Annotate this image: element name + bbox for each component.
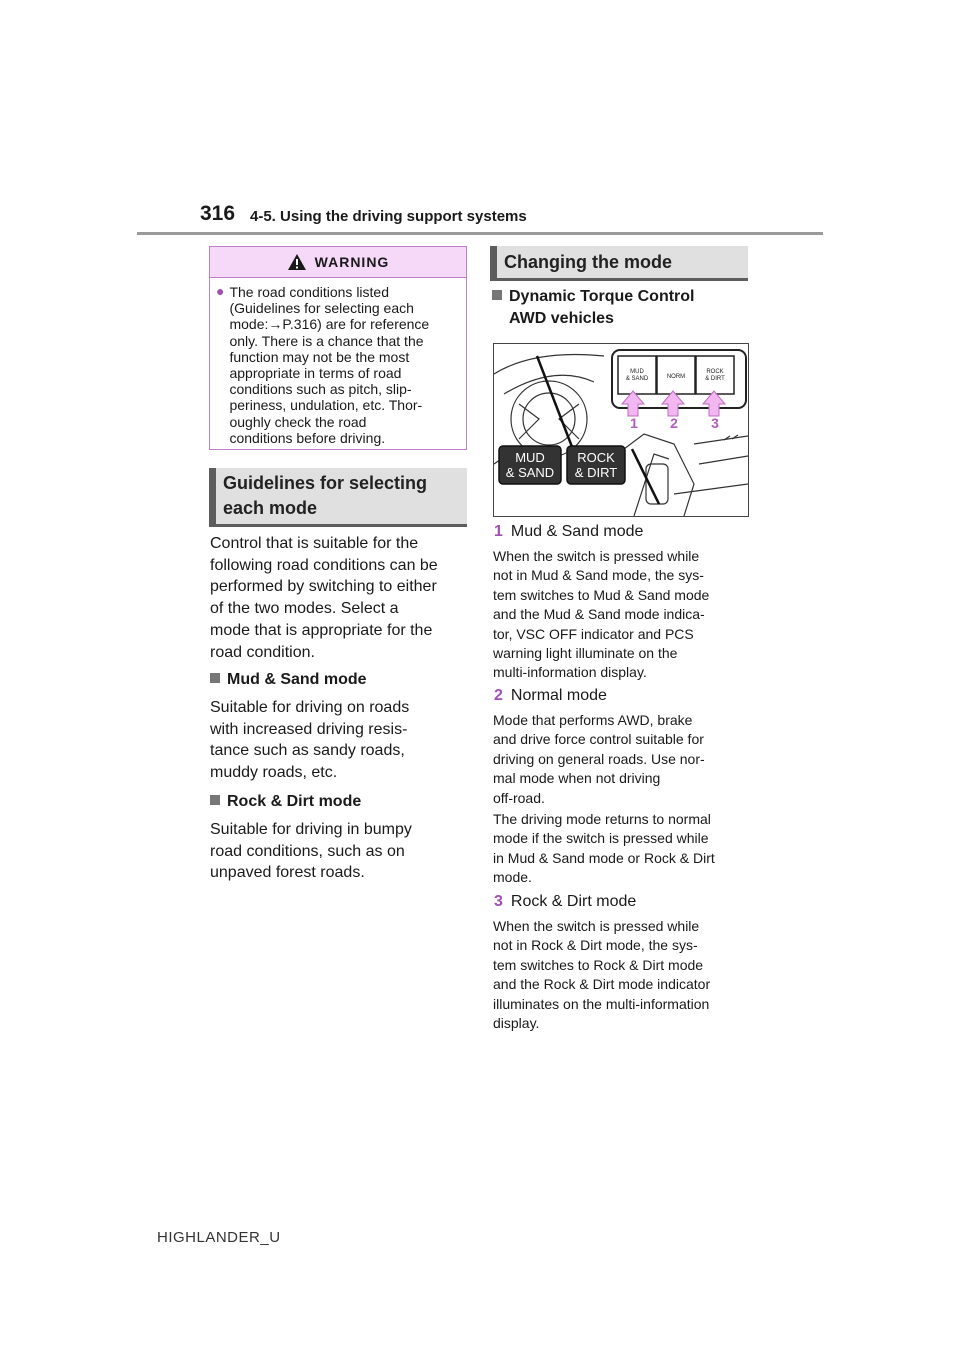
guidelines-heading: Guidelines for selecting each mode [209, 468, 467, 524]
section-title: 4-5. Using the driving support systems [250, 208, 527, 225]
square-bullet-icon [210, 673, 220, 683]
dtc-awd-heading: Dynamic Torque Control AWD vehicles [492, 286, 695, 330]
warning-icon [287, 253, 307, 271]
rock-dirt-heading: Rock & Dirt mode [210, 791, 361, 813]
big-button-mud-label: MUD [515, 450, 545, 465]
panel-button-norm-label: NORM [666, 374, 686, 380]
mud-sand-heading: Mud & Sand mode [210, 669, 367, 691]
bullet-icon: ● [216, 283, 225, 299]
warning-text: The road conditions listed (Guidelines for selecting each mode:→P.316) are for reference only. There is a chance that the function may not be the most appropriate in terms of road conditions such as pitch, slip- periness, undulation, etc. Thor- oughly check the road conditions before driving. [229, 284, 430, 446]
callout-3: 3 [711, 415, 719, 431]
rock-dirt-text: Suitable for driving in bumpy road conditions, such as on unpaved forest roads. [210, 821, 412, 882]
big-button-dirt-label: & DIRT [574, 465, 618, 480]
square-bullet-icon [492, 290, 502, 300]
item-2-title: 2 Normal mode [494, 687, 607, 704]
footer-model: HIGHLANDER_U [157, 1229, 281, 1246]
item-3-text: When the switch is pressed while not in Rock & Dirt mode, the sys- tem switches to Rock & Dirt mode and the Rock & Dirt mode indicator illuminates on the multi-information display. [493, 918, 711, 1032]
page-number: 316 [200, 202, 236, 225]
callout-1: 1 [630, 415, 638, 431]
callout-2: 2 [670, 415, 678, 431]
panel-button-mud-label: & SAND [625, 376, 649, 382]
console-drawing [494, 344, 748, 516]
big-button-rock-label: ROCK [577, 450, 615, 465]
guidelines-intro: Control that is suitable for the following road conditions can be performed by switching to either of the two modes. Select a mode that is appropriate for the road condition. [210, 535, 438, 661]
square-bullet-icon [210, 795, 220, 805]
item-1-text: When the switch is pressed while not in Mud & Sand mode, the sys- tem switches to Mud & Sand mode and the Mud & Sand mode indica- tor, VSC OFF indicator and PCS warning light illuminate on the multi-information display. [493, 548, 710, 681]
warning-header [210, 247, 466, 278]
big-button-sand-label: & SAND [505, 465, 555, 480]
item-2-text-2: The driving mode returns to normal mode if the switch is pressed while in Mud & Sand mode or Rock & Dirt mode. [493, 811, 715, 886]
warning-title: WARNING [314, 254, 390, 270]
panel-button-rock-label: ROCK [706, 369, 724, 375]
warning-box [209, 246, 467, 450]
mud-sand-text: Suitable for driving on roads with increased driving resis- tance such as sandy roads, muddy roads, etc. [210, 699, 410, 782]
panel-button-rock-label: & DIRT [705, 376, 725, 382]
changing-mode-heading: Changing the mode [490, 246, 748, 278]
item-2-text: Mode that performs AWD, brake and drive force control suitable for driving on general roads. Use nor- mal mode when not driving off-road. [493, 712, 705, 806]
switch-illustration [493, 343, 749, 517]
header-rule [137, 232, 823, 235]
item-1-title: 1 Mud & Sand mode [494, 523, 644, 540]
item-3-title: 3 Rock & Dirt mode [494, 893, 637, 910]
panel-button-mud-label: MUD [630, 369, 644, 375]
